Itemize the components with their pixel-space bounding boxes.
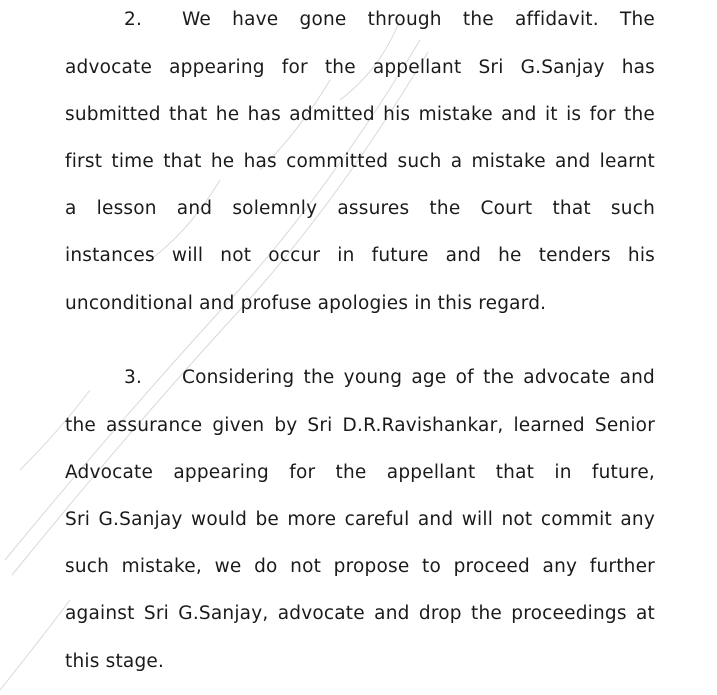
paragraph-3-line-7: this stage.	[65, 651, 165, 672]
paragraph-3-line-6: against Sri G.Sanjay, advocate and drop the proceedings at	[65, 603, 655, 624]
paragraph-3-line-1	[124, 366, 655, 390]
paragraph-3-line-4: Sri G.Sanjay would be more careful and will not commit any	[65, 509, 655, 530]
paragraph-2-text: We have gone through the affidavit. The	[182, 9, 655, 30]
paragraph-2-line-1	[124, 8, 655, 32]
paragraph-2-line-2: advocate appearing for the appellant Sri G.Sanjay has	[65, 57, 655, 78]
paragraph-3-line-2: the assurance given by Sri D.R.Ravishankar, learned Senior	[65, 415, 655, 436]
paragraph-3-text: Considering the young age of the advocate and	[182, 367, 655, 388]
paragraph-2-number: 2.	[124, 9, 143, 30]
paragraph-3-number: 3.	[124, 367, 143, 388]
paragraph-2-line-6: instances will not occur in future and he tenders his	[65, 245, 655, 266]
paragraph-2-line-3: submitted that he has admitted his mistake and it is for the	[65, 104, 655, 125]
paragraph-2-line-4: first time that he has committed such a mistake and learnt	[65, 151, 655, 172]
paragraph-2-line-7: unconditional and profuse apologies in this regard.	[65, 293, 547, 314]
paragraph-2-line-5: a lesson and solemnly assures the Court that such	[65, 198, 655, 219]
paragraph-3-line-3: Advocate appearing for the appellant that in future,	[65, 462, 655, 483]
paragraph-3-line-5: such mistake, we do not propose to proceed any further	[65, 556, 655, 577]
